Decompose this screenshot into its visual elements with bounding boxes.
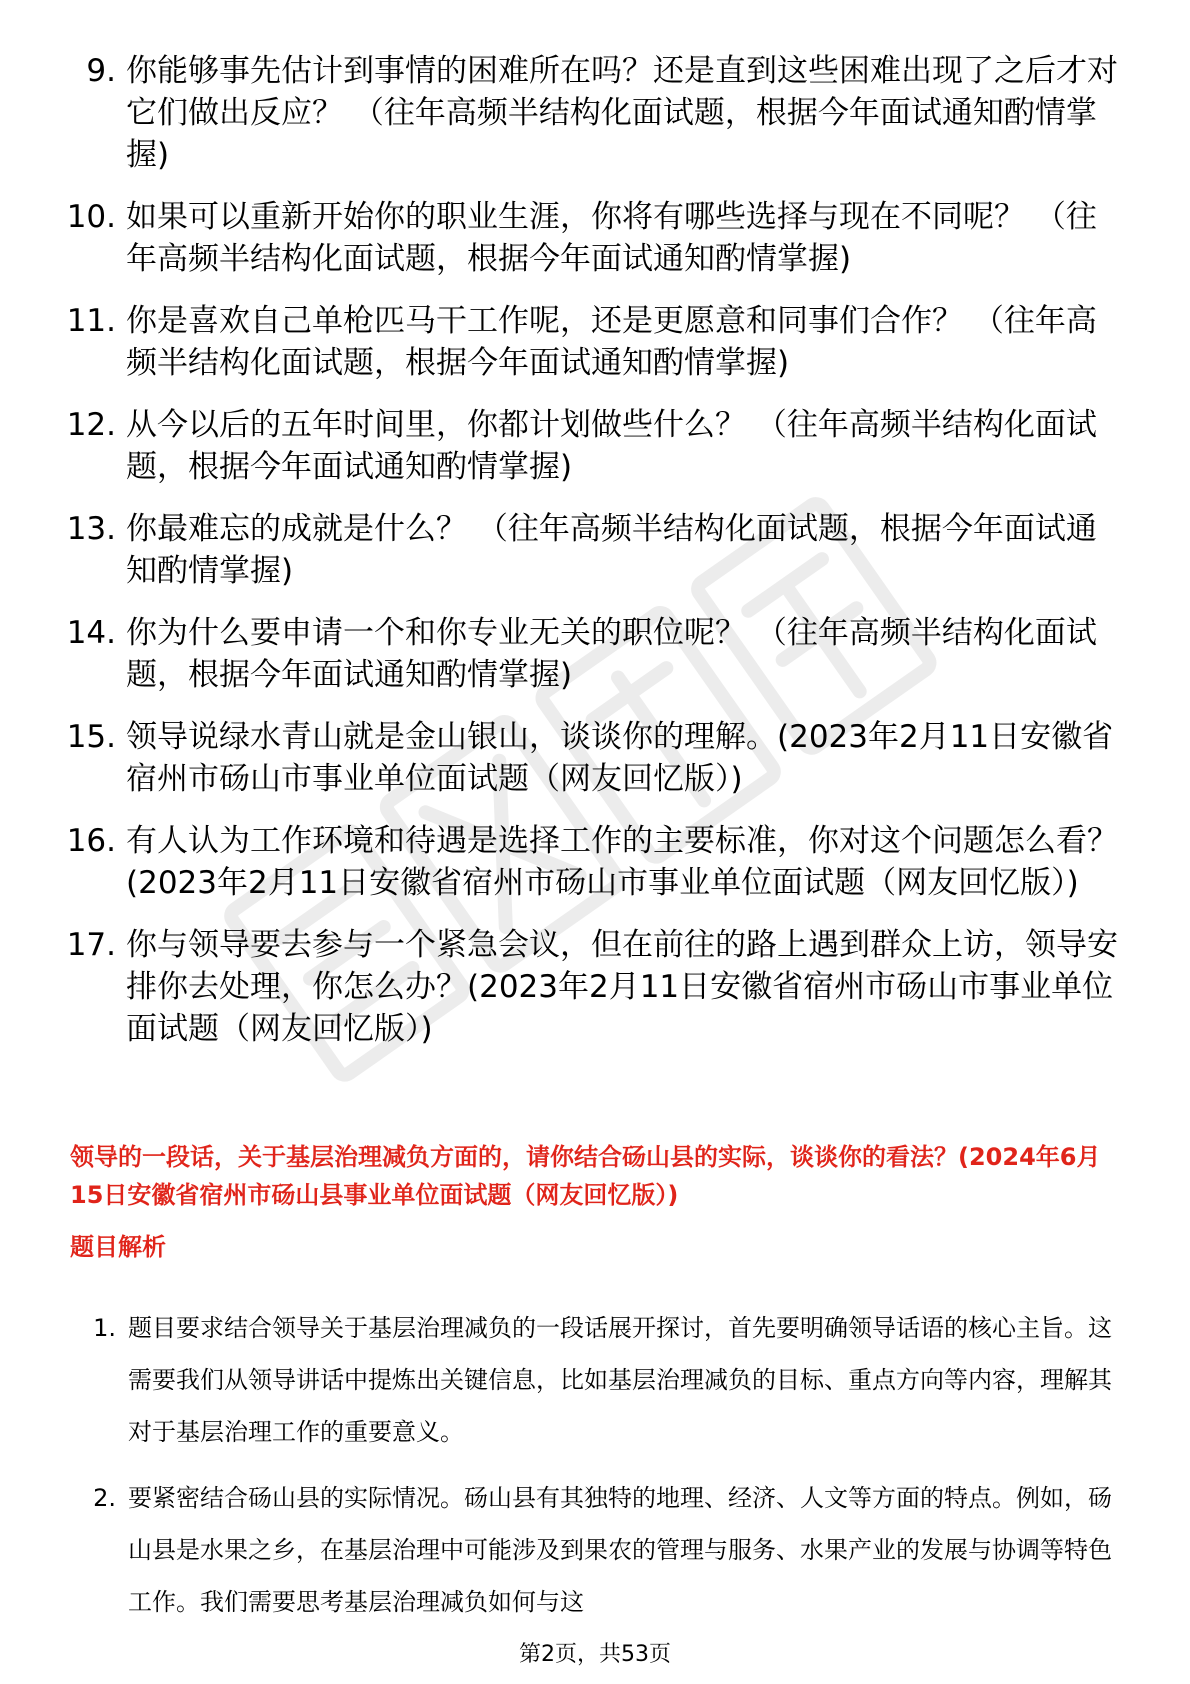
question-list [58,50,1118,1070]
list-item-text: 你是喜欢自己单枪匹马干工作呢，还是更愿意和同事们合作？ （往年高频半结构化面试题，根据今年面试通知酌情掌握) [126,303,1097,381]
highlight-question: 领导的一段话，关于基层治理减负方面的，请你结合砀山县的实际，谈谈你的看法？(2024年6月15日安徽省宿州市砀山县事业单位面试题（网友回忆版）) [70,1143,1101,1209]
list-item-number: 2. [93,1484,116,1512]
list-item-text: 有人认为工作环境和待遇是选择工作的主要标准，你对这个问题怎么看？(2023年2月11日安徽省宿州市砀山市事业单位面试题（网友回忆版）) [126,823,1118,901]
list-item-number: 1. [93,1314,116,1342]
list-item-number: 15. [66,719,116,755]
list-item [58,508,1118,592]
list-item-number: 17. [66,927,116,963]
list-item-text: 你为什么要申请一个和你专业无关的职位呢？ （往年高频半结构化面试题，根据今年面试通知酌情掌握) [126,615,1097,693]
list-item [58,716,1118,800]
list-item-number: 11. [66,303,116,339]
list-item [58,196,1118,280]
list-item-number: 9. [86,53,116,89]
list-item-text: 你与领导要去参与一个紧急会议，但在前往的路上遇到群众上访，领导安排你去处理，你怎么办？(2023年2月11日安徽省宿州市砀山市事业单位面试题（网友回忆版）) [126,927,1118,1047]
list-item-text: 如果可以重新开始你的职业生涯，你将有哪些选择与现在不同呢？ （往年高频半结构化面试题，根据今年面试通知酌情掌握) [126,199,1097,277]
page-footer: 第2页，共53页 [519,1642,671,1667]
list-item [80,1472,1120,1628]
list-item [58,820,1118,904]
list-item-text: 从今以后的五年时间里，你都计划做些什么？ （往年高频半结构化面试题，根据今年面试通知酌情掌握) [126,407,1097,485]
list-item [58,612,1118,696]
list-item [58,50,1118,176]
list-item-text: 你最难忘的成就是什么？ （往年高频半结构化面试题，根据今年面试通知酌情掌握) [126,511,1097,589]
list-item-number: 10. [66,199,116,235]
list-item-text: 题目要求结合领导关于基层治理减负的一段话展开探讨，首先要明确领导话语的核心主旨。这需要我们从领导讲话中提炼出关键信息，比如基层治理减负的目标、重点方向等内容，理解其对于基层治理工作的重要意义。 [128,1314,1112,1446]
list-item-number: 14. [66,615,116,651]
list-item-number: 12. [66,407,116,443]
list-item-text: 要紧密结合砀山县的实际情况。砀山县有其独特的地理、经济、人文等方面的特点。例如，砀山县是水果之乡，在基层治理中可能涉及到果农的管理与服务、水果产业的发展与协调等特色工作。我们需要思考基层治理减负如何与这 [128,1484,1112,1616]
list-item [58,924,1118,1050]
list-item [80,1302,1120,1458]
list-item-text: 领导说绿水青山就是金山银山，谈谈你的理解。(2023年2月11日安徽省宿州市砀山市事业单位面试题（网友回忆版）) [126,719,1114,797]
section-title: 题目解析 [70,1233,166,1261]
list-item-number: 13. [66,511,116,547]
list-item-number: 16. [66,823,116,859]
list-item-text: 你能够事先估计到事情的困难所在吗？还是直到这些困难出现了之后才对它们做出反应？ （往年高频半结构化面试题，根据今年面试通知酌情掌握) [126,53,1118,173]
list-item [58,404,1118,488]
list-item [58,300,1118,384]
analysis-list [80,1302,1120,1642]
